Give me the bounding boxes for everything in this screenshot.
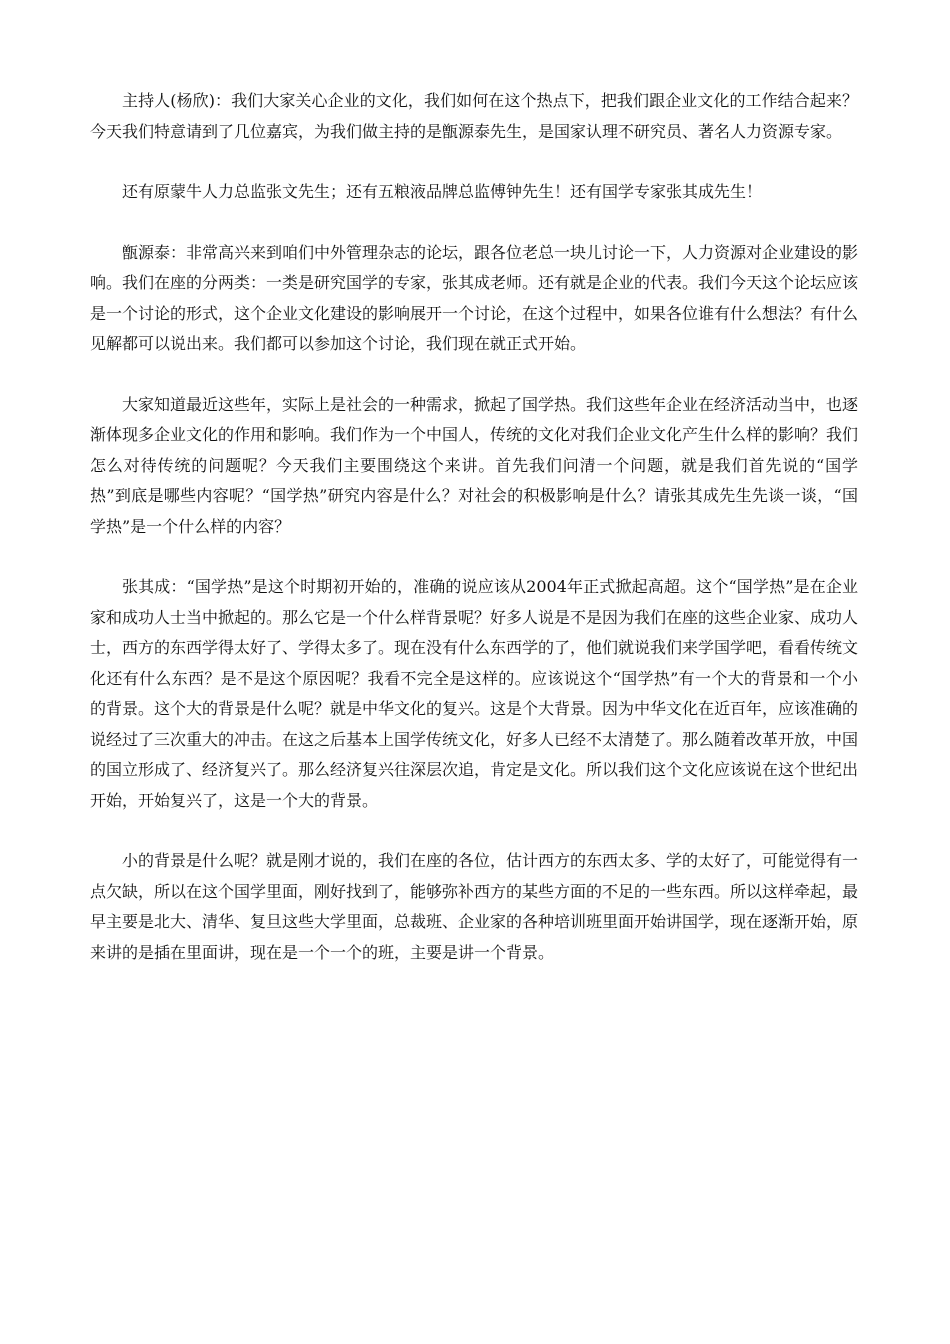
paragraph-small-background: 小的背景是什么呢？就是刚才说的，我们在座的各位，估计西方的东西太多、学的太好了，可能觉得有一点欠缺，所以在这个国学里面，刚好找到了，能够弥补西方的某些方面的不足的一些东西。所以这样牵起，最早主要是北大、清华、复旦这些大学里面，总裁班、企业家的各种培训班里面开始讲国学，现在逐渐开始，原来讲的是插在里面讲，现在是一个一个的班，主要是讲一个背景。 — [90, 851, 859, 962]
paragraph-guoxue-question: 大家知道最近这些年，实际上是社会的一种需求，掀起了国学热。我们这些年企业在经济活动当中，也逐渐体现多企业文化的作用和影响。我们作为一个中国人，传统的文化对我们企业文化产生什么样的影响？我们怎么对待传统的问题呢？今天我们主要围绕这个来讲。首先我们问清一个问题，就是我们首先说的“国学热”到底是哪些内容呢？“国学热”研究内容是什么？对社会的积极影响是什么？请张其成先生先谈一谈，“国学热”是一个什么样的内容？ — [90, 394, 859, 536]
paragraph-zhen-opening: 甑源泰：非常高兴来到咱们中外管理杂志的论坛，跟各位老总一块儿讨论一下，人力资源对企业建设的影响。我们在座的分两类：一类是研究国学的专家，张其成老师。还有就是企业的代表。我们今天这个论坛应该是一个讨论的形式，这个企业文化建设的影响展开一个讨论，在这个过程中，如果各位谁有什么想法？有什么见解都可以说出来。我们都可以参加这个讨论，我们现在就正式开始。 — [90, 242, 859, 353]
paragraph-zhang-answer: 张其成：“国学热”是这个时期初开始的，准确的说应该从2004年正式掀起高超。这个“国学热”是在企业家和成功人士当中掀起的。那么它是一个什么样背景呢？好多人说是不是因为我们在座的这些企业家、成功人士，西方的东西学得太好了、学得太多了。现在没有什么东西学的了，他们就说我们来学国学吧，看看传统文化还有什么东西？是不是这个原因呢？我看不完全是这样的。应该说这个“国学热”有一个大的背景和一个小的背景。这个大的背景是什么呢？就是中华文化的复兴。这是个大背景。因为中华文化在近百年，应该准确的说经过了三次重大的冲击。在这之后基本上国学传统文化，好多人已经不太清楚了。那么随着改革开放，中国的国立形成了、经济复兴了。那么经济复兴往深层次追，肯定是文化。所以我们这个文化应该说在这个世纪出开始，开始复兴了，这是一个大的背景。 — [90, 577, 859, 810]
paragraph-guests: 还有原蒙牛人力总监张文先生；还有五粮液品牌总监傅钟先生！还有国学专家张其成先生！ — [122, 182, 763, 201]
paragraph-host-intro: 主持人(杨欣)：我们大家关心企业的文化，我们如何在这个热点下，把我们跟企业文化的工作结合起来？今天我们特意请到了几位嘉宾，为我们做主持的是甑源泰先生，是国家认理不研究员、著名人力资源专家。 — [90, 91, 858, 141]
document-page — [90, 86, 858, 998]
